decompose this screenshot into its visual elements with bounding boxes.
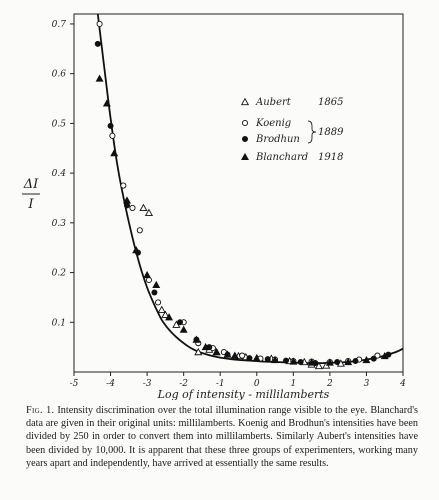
y-tick-label: 0.4 [51,169,66,180]
brodhun-point [298,359,303,364]
y-tick-label: 0.7 [51,19,66,30]
legend-group-brace [308,121,316,143]
brodhun-point [124,203,129,208]
blanchard-point [96,75,103,81]
axes [22,14,406,400]
fit-curve [98,14,403,363]
aubert-legend-label: Aubert [256,97,291,108]
x-tick-label: 0 [253,379,260,389]
x-tick-label: -3 [142,379,152,389]
koenig-point [130,205,135,210]
y-tick-label: 0.6 [51,69,66,80]
aubert-legend-year: 1865 [318,97,344,108]
koenig-point [240,353,245,358]
legend [242,97,344,163]
blanchard-point [180,326,187,332]
x-tick-label: 1 [290,379,297,389]
x-tick-label: -1 [215,379,225,389]
x-tick-label: -5 [69,379,79,389]
brodhun-point [108,123,113,128]
y-tick-label: 0.1 [51,318,66,329]
aubert-legend-marker [242,99,249,105]
y-tick-label: 0.2 [51,268,66,279]
brodhun-point [371,356,376,361]
brodhun-point [152,290,157,295]
blanchard-point [111,150,118,156]
x-tick-label: -4 [106,379,115,389]
brodhun-point [283,358,288,363]
y-axis-label-numerator: ΔI [23,177,39,192]
brodhun-point [335,359,340,364]
y-tick-label: 0.3 [51,218,66,229]
blanchard-point [153,282,160,288]
x-axis-label: Log of intensity - millilamberts [157,388,330,400]
caption-text: Intensity discrimination over the total illumination range visible to the eye. Blanchard's data are given in their original units: millilamberts. Koenig and Brodhun's intensities have been divided by 250 in order to convert them into millilamberts. Similarly Aubert's intensities have been divided by 10,000. It is apparent that these three groups of experimenters, working many years apart and independently, have arrived at essentially the same results. [26,405,419,469]
koenig-legend-marker [242,120,247,125]
x-tick-label: 4 [400,379,406,389]
brodhun-point [353,358,358,363]
aubert-point [140,205,147,211]
brodhun-point [225,352,230,357]
koenig-point [110,133,115,138]
fit-curve-line [98,14,403,363]
figure-caption [26,404,418,470]
x-tick-label: 3 [363,379,370,389]
brodhun-legend-marker [242,136,247,141]
data-points [95,21,391,368]
koenig-point [146,277,151,282]
koenig-point [121,183,126,188]
brodhun-point [247,355,252,360]
brodhun-point [265,356,270,361]
blanchard-legend-marker [242,154,249,160]
y-tick-label: 0.5 [51,119,66,130]
koenig-legend-label: Koenig [256,118,292,129]
aubert-point [158,307,165,313]
brodhun-legend-label: Brodhun [256,134,300,145]
y-axis-label-denominator: I [28,197,34,212]
figure-label: Fig. 1. [26,405,55,416]
blanchard-point [144,272,151,278]
koenig-point [137,228,142,233]
brodhun-point [95,41,100,46]
brodhun-point [177,320,182,325]
koenig-point [155,300,160,305]
x-tick-label: 2 [327,379,333,389]
koenig-point [97,21,102,26]
blanchard-legend-year: 1918 [318,152,344,163]
x-tick-label: -2 [179,379,189,389]
blanchard-legend-label: Blanchard [256,152,309,163]
legend-group-year: 1889 [318,127,344,138]
